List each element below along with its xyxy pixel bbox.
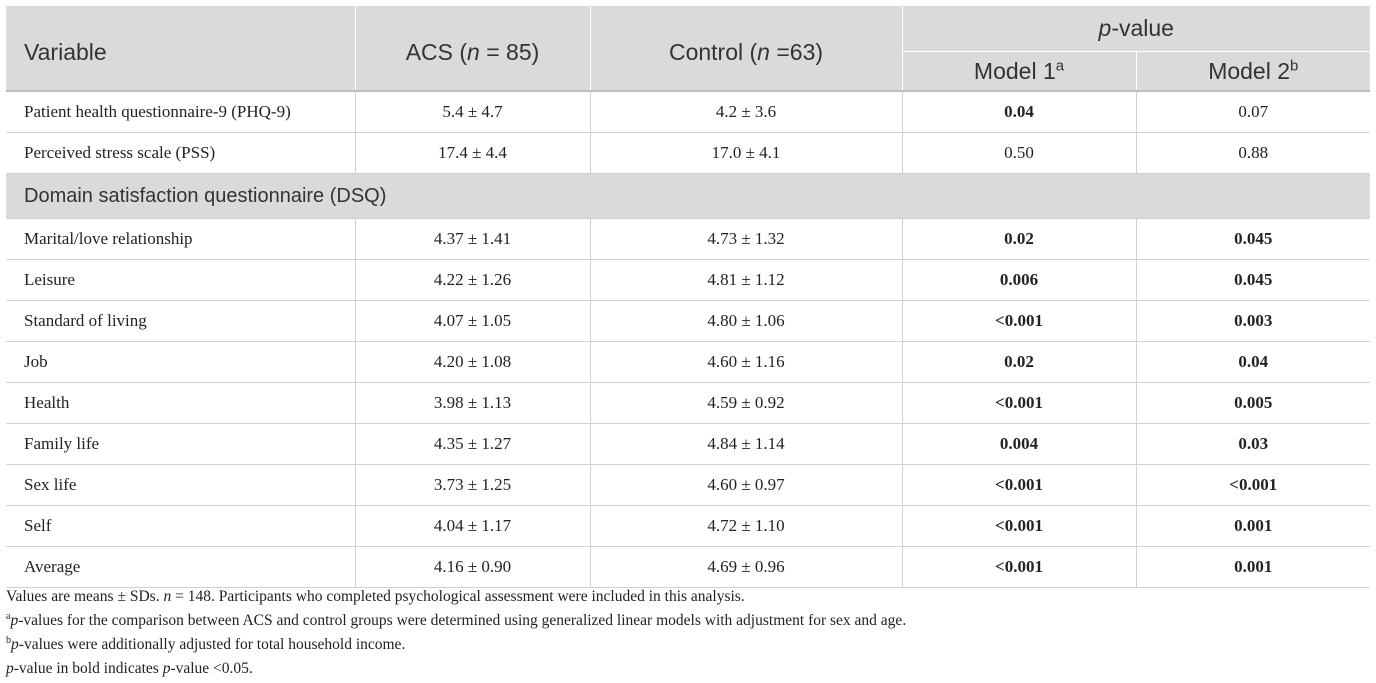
footnote-values-text-b: = 148. Participants who completed psychological assessment were included in this analysis. <box>171 588 745 605</box>
footnote-values-text-a: Values are means ± SDs. <box>6 588 164 605</box>
header-model2-footnote-mark: b <box>1290 56 1299 74</box>
header-pvalue-symbol: p <box>1098 15 1112 41</box>
cell-model2: 0.03 <box>1136 424 1370 465</box>
cell-control: 4.72 ± 1.10 <box>590 506 902 547</box>
header-acs-n-symbol: n <box>467 38 480 65</box>
footnote-n-symbol: n <box>163 588 172 605</box>
cell-acs: 5.4 ± 4.7 <box>355 91 590 133</box>
cell-acs: 4.07 ± 1.05 <box>355 301 590 342</box>
header-control-label: Control ( <box>668 38 758 65</box>
cell-acs: 3.73 ± 1.25 <box>355 465 590 506</box>
cell-variable: Self <box>6 506 355 547</box>
cell-model1: 0.02 <box>902 342 1136 383</box>
footnote-b-text: -values were additionally adjusted for total household income. <box>18 636 406 653</box>
header-pvalue-label: -value <box>1111 15 1174 41</box>
header-acs <box>355 6 590 91</box>
table-row <box>6 133 1370 174</box>
footnote-bold <box>6 657 1366 681</box>
cell-acs: 3.98 ± 1.13 <box>355 383 590 424</box>
cell-model1: 0.04 <box>902 91 1136 133</box>
header-acs-label: ACS ( <box>405 38 468 65</box>
table-row <box>6 91 1370 133</box>
cell-control: 4.60 ± 1.16 <box>590 342 902 383</box>
cell-variable: Marital/love relationship <box>6 219 355 260</box>
header-control-n-value: =63) <box>769 38 824 65</box>
cell-acs: 4.16 ± 0.90 <box>355 547 590 588</box>
header-variable <box>6 6 355 91</box>
cell-acs: 4.22 ± 1.26 <box>355 260 590 301</box>
footnote-a-mark: a <box>6 610 11 622</box>
header-pvalue <box>902 6 1370 52</box>
header-variable-label: Variable <box>24 38 107 65</box>
cell-variable: Job <box>6 342 355 383</box>
cell-control: 4.59 ± 0.92 <box>590 383 902 424</box>
footnote-a <box>6 609 1366 633</box>
header-model2 <box>1136 52 1370 92</box>
footnote-b-mark: b <box>6 634 12 646</box>
cell-model1: 0.02 <box>902 219 1136 260</box>
cell-model2: 0.001 <box>1136 506 1370 547</box>
table-row <box>6 506 1370 547</box>
header-control-n-symbol: n <box>757 38 770 65</box>
cell-variable: Patient health questionnaire-9 (PHQ-9) <box>6 91 355 133</box>
cell-variable: Family life <box>6 424 355 465</box>
header-acs-n-value: = 85) <box>479 38 540 65</box>
table-row <box>6 547 1370 588</box>
footnote-bold-p-symbol-2: p <box>162 660 171 677</box>
cell-acs: 4.04 ± 1.17 <box>355 506 590 547</box>
cell-model2: 0.003 <box>1136 301 1370 342</box>
cell-control: 17.0 ± 4.1 <box>590 133 902 174</box>
cell-model2: 0.07 <box>1136 91 1370 133</box>
cell-model1: <0.001 <box>902 465 1136 506</box>
cell-variable: Average <box>6 547 355 588</box>
footnote-b <box>6 633 1366 657</box>
cell-variable: Health <box>6 383 355 424</box>
footnote-a-text: -values for the comparison between ACS and control groups were determined using generalized linear models with adjustment for sex and age. <box>18 612 907 629</box>
cell-control: 4.84 ± 1.14 <box>590 424 902 465</box>
cell-model1: 0.006 <box>902 260 1136 301</box>
footnote-b-p-symbol: p <box>11 636 19 653</box>
cell-control: 4.69 ± 0.96 <box>590 547 902 588</box>
table-row <box>6 424 1370 465</box>
results-table-container <box>6 6 1370 588</box>
cell-acs: 17.4 ± 4.4 <box>355 133 590 174</box>
cell-model2: <0.001 <box>1136 465 1370 506</box>
cell-model2: 0.001 <box>1136 547 1370 588</box>
header-model2-label: Model 2 <box>1208 57 1291 84</box>
table-row <box>6 383 1370 424</box>
table-body <box>6 91 1370 588</box>
header-model1 <box>902 52 1136 92</box>
footnote-bold-p-symbol-1: p <box>6 660 14 677</box>
table-row <box>6 301 1370 342</box>
cell-model1: 0.004 <box>902 424 1136 465</box>
results-table <box>6 6 1370 588</box>
table-row <box>6 465 1370 506</box>
footnote-values <box>6 585 1366 609</box>
cell-model2: 0.04 <box>1136 342 1370 383</box>
cell-model1: <0.001 <box>902 301 1136 342</box>
header-model1-footnote-mark: a <box>1055 56 1065 74</box>
table-footnotes <box>6 585 1366 681</box>
cell-control: 4.2 ± 3.6 <box>590 91 902 133</box>
header-control <box>590 6 902 91</box>
section-row-dsq <box>6 174 1370 219</box>
cell-control: 4.73 ± 1.32 <box>590 219 902 260</box>
table-row <box>6 260 1370 301</box>
cell-acs: 4.37 ± 1.41 <box>355 219 590 260</box>
table-header <box>6 6 1370 91</box>
cell-model1: <0.001 <box>902 383 1136 424</box>
cell-model1: <0.001 <box>902 547 1136 588</box>
cell-model2: 0.045 <box>1136 260 1370 301</box>
cell-model1: <0.001 <box>902 506 1136 547</box>
cell-acs: 4.20 ± 1.08 <box>355 342 590 383</box>
cell-model2: 0.045 <box>1136 219 1370 260</box>
cell-variable: Standard of living <box>6 301 355 342</box>
cell-control: 4.60 ± 0.97 <box>590 465 902 506</box>
footnote-bold-text-b: -value <0.05. <box>170 660 253 677</box>
cell-model2: 0.88 <box>1136 133 1370 174</box>
table-row <box>6 342 1370 383</box>
footnote-a-p-symbol: p <box>10 612 19 629</box>
header-model1-label: Model 1 <box>973 57 1056 84</box>
cell-control: 4.81 ± 1.12 <box>590 260 902 301</box>
cell-variable: Leisure <box>6 260 355 301</box>
cell-variable: Sex life <box>6 465 355 506</box>
section-title: Domain satisfaction questionnaire (DSQ) <box>6 174 1370 219</box>
cell-acs: 4.35 ± 1.27 <box>355 424 590 465</box>
cell-control: 4.80 ± 1.06 <box>590 301 902 342</box>
cell-variable: Perceived stress scale (PSS) <box>6 133 355 174</box>
cell-model2: 0.005 <box>1136 383 1370 424</box>
table-row <box>6 219 1370 260</box>
cell-model1: 0.50 <box>902 133 1136 174</box>
footnote-bold-text-a: -value in bold indicates <box>13 660 163 677</box>
